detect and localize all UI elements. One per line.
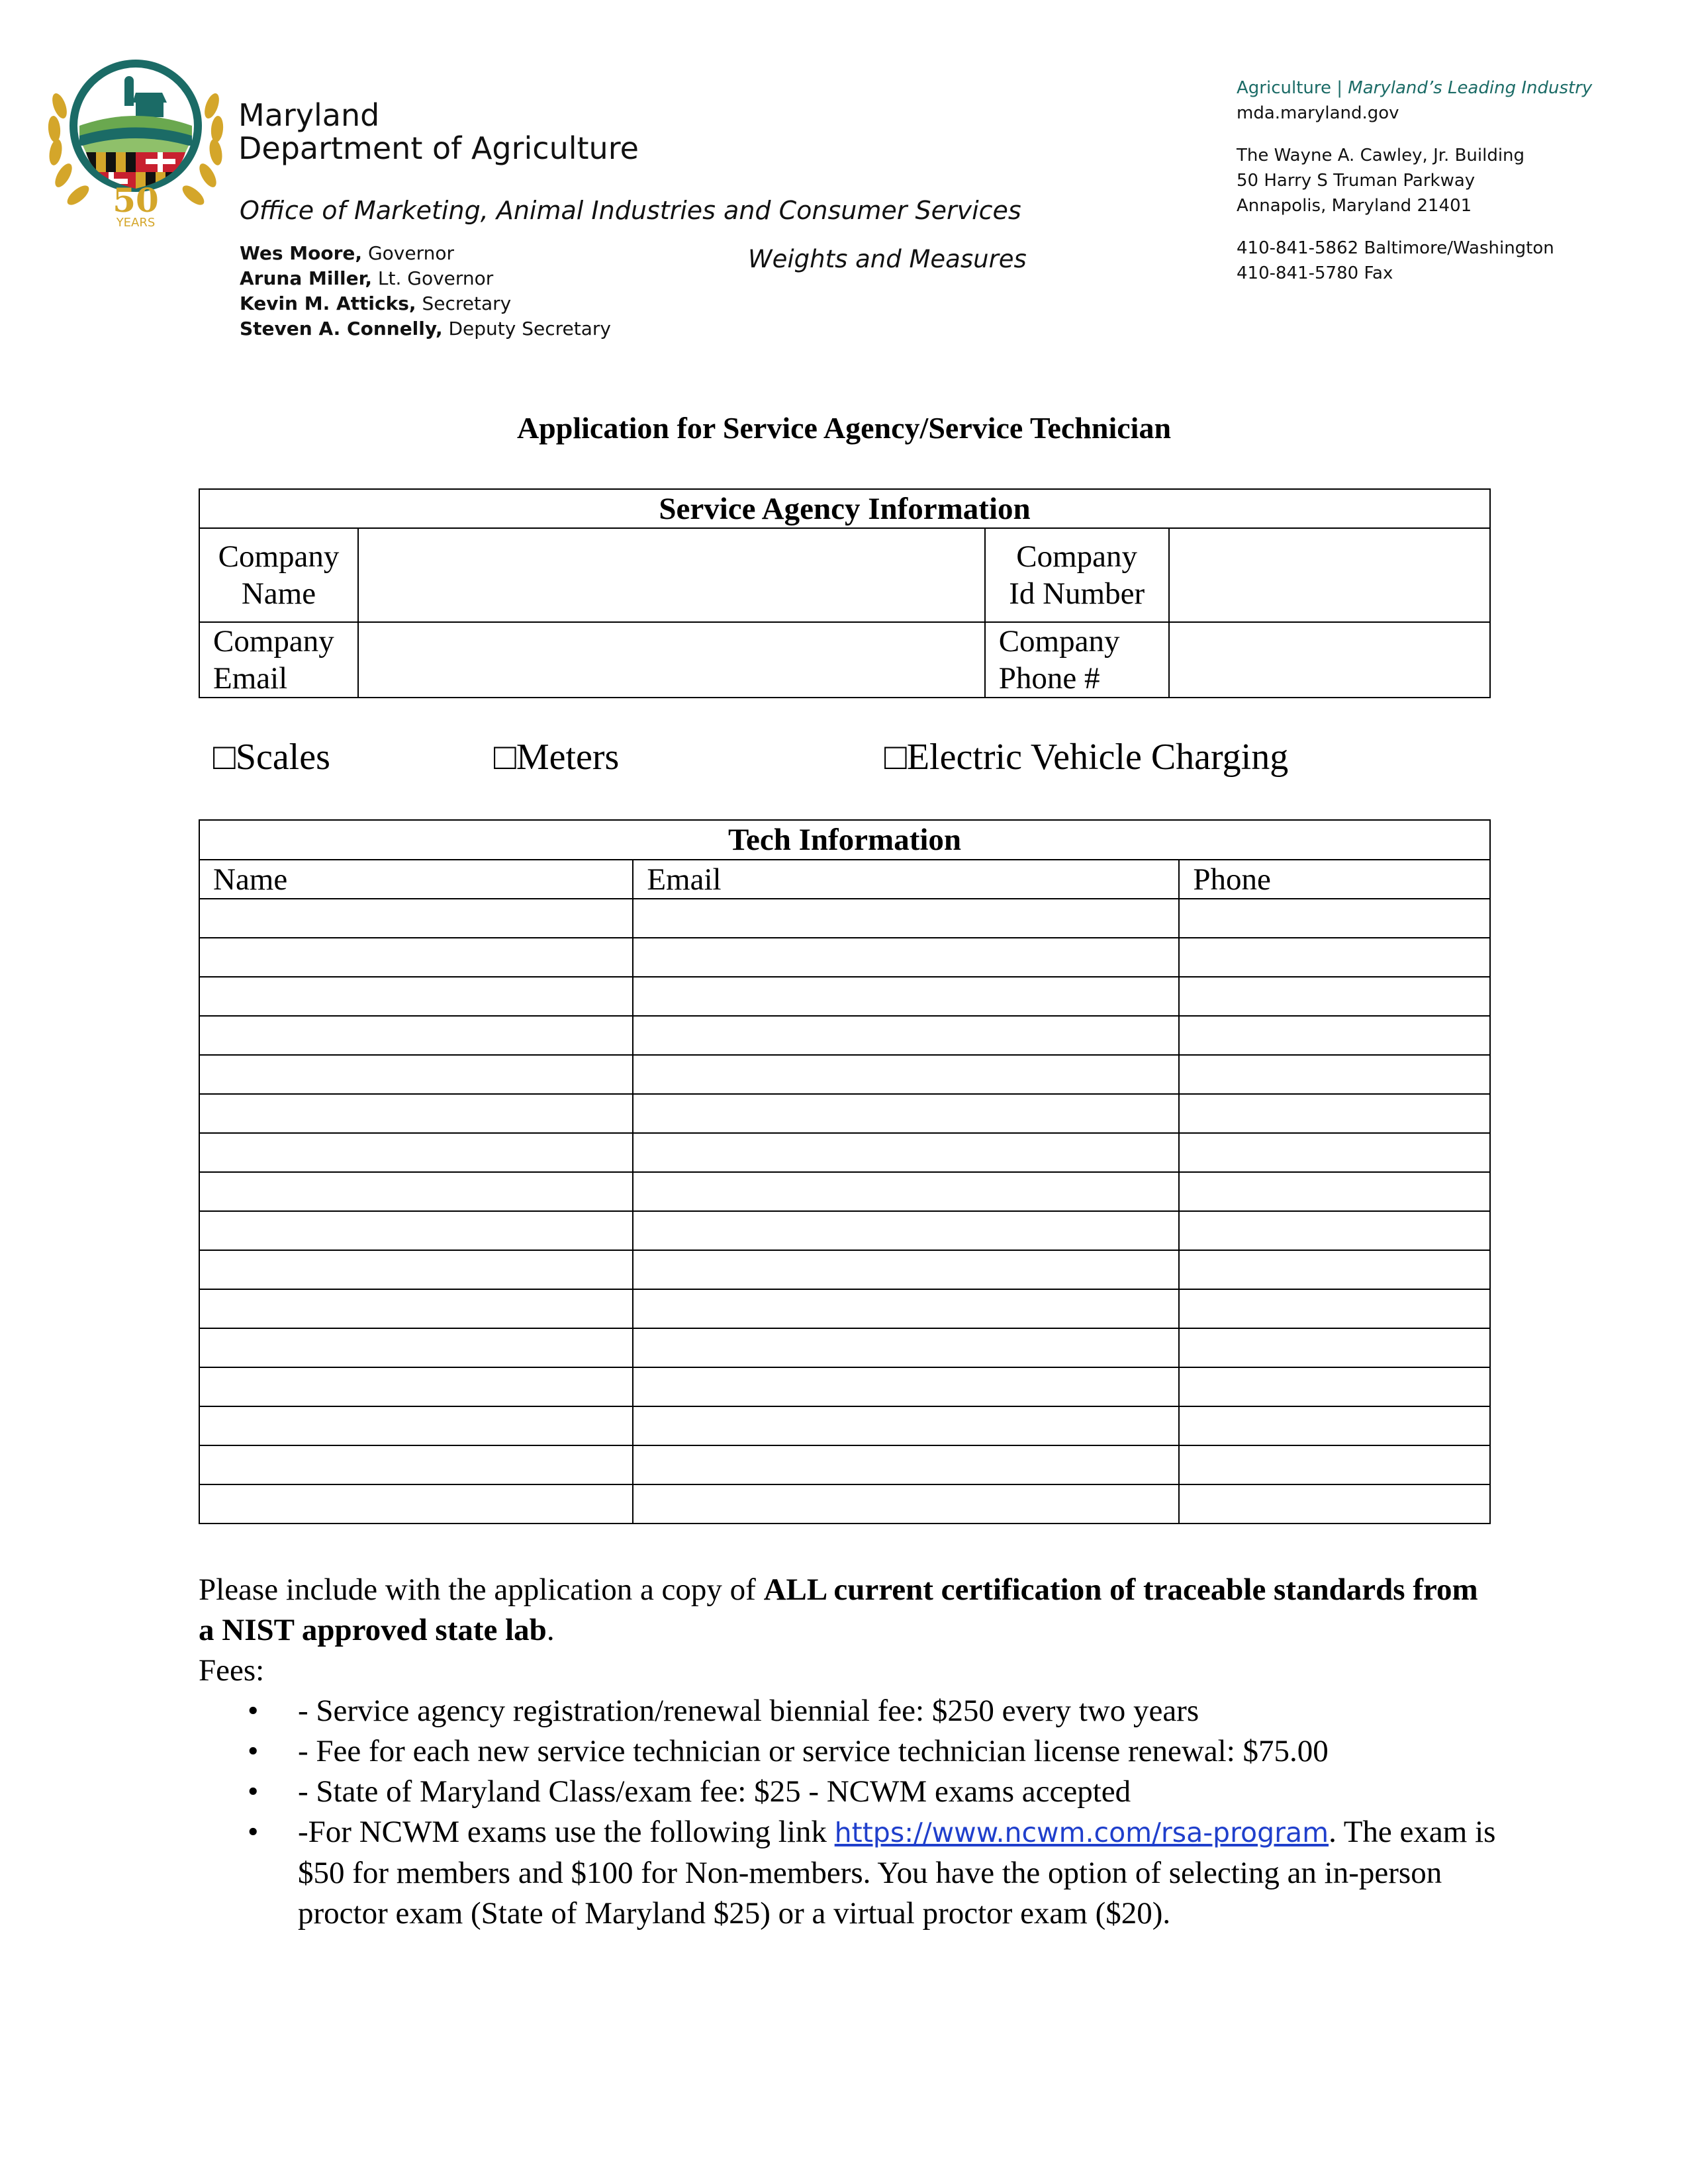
tech-name-cell[interactable] xyxy=(199,1484,633,1524)
company-name-label: Company Name xyxy=(199,528,358,622)
list-item: • -For NCWM exams use the following link https://www.ncwm.com/rsa-program. The exam is $50 for members and $100 for Non-members. You have the option of selecting an in-person proctor exam (State of Maryland $25) or a virtual proctor exam ($20). xyxy=(199,1812,1496,1934)
tech-email-cell[interactable] xyxy=(633,1055,1179,1094)
tech-phone-cell[interactable] xyxy=(1179,938,1490,977)
table-row xyxy=(199,899,1490,938)
official-secretary xyxy=(240,291,611,316)
tech-name-cell[interactable] xyxy=(199,1172,633,1211)
tech-email-cell[interactable] xyxy=(633,1211,1179,1250)
tech-name-cell[interactable] xyxy=(199,1133,633,1172)
phone-number: 410-841-5862 Baltimore/Washington xyxy=(1237,238,1554,258)
tech-name-cell[interactable] xyxy=(199,899,633,938)
official-name: Kevin M. Atticks, xyxy=(240,293,416,314)
table-row xyxy=(199,1250,1490,1289)
tech-phone-cell[interactable] xyxy=(1179,899,1490,938)
checkbox-icon[interactable]: □ xyxy=(213,737,236,778)
checkbox-icon[interactable]: □ xyxy=(494,737,516,778)
tech-phone-cell[interactable] xyxy=(1179,977,1490,1016)
tech-phone-cell[interactable] xyxy=(1179,1484,1490,1524)
tagline-right: Maryland’s Leading Industry xyxy=(1348,78,1593,98)
company-email-field[interactable] xyxy=(358,622,985,698)
tech-phone-cell[interactable] xyxy=(1179,1406,1490,1445)
tech-name-cell[interactable] xyxy=(199,1094,633,1133)
mda-50-years-seal xyxy=(40,53,232,232)
list-item: • - State of Maryland Class/exam fee: $25 - NCWM exams accepted xyxy=(199,1772,1496,1812)
tech-email-cell[interactable] xyxy=(633,1133,1179,1172)
fees-label: Fees: xyxy=(199,1653,265,1688)
tech-rows xyxy=(199,899,1490,1524)
table-row xyxy=(199,977,1490,1016)
tech-name-cell[interactable] xyxy=(199,1055,633,1094)
tech-table-heading: Tech Information xyxy=(199,820,1490,860)
tech-name-cell[interactable] xyxy=(199,1445,633,1484)
address-building: The Wayne A. Cawley, Jr. Building xyxy=(1237,146,1525,165)
table-row xyxy=(199,1055,1490,1094)
tech-email-cell[interactable] xyxy=(633,1250,1179,1289)
column-header-name: Name xyxy=(199,860,633,899)
company-name-field[interactable] xyxy=(358,528,985,622)
tech-name-cell[interactable] xyxy=(199,938,633,977)
service-agency-table xyxy=(199,488,1491,698)
org-name xyxy=(238,99,639,165)
table-row xyxy=(199,1016,1490,1055)
tech-email-cell[interactable] xyxy=(633,1484,1179,1524)
company-email-label: Company Email xyxy=(199,622,358,698)
ev-charging-option[interactable] xyxy=(884,736,1288,778)
scales-option[interactable] xyxy=(213,736,330,778)
tech-email-cell[interactable] xyxy=(633,1445,1179,1484)
agency-table-heading: Service Agency Information xyxy=(199,489,1490,528)
list-item: • - Fee for each new service technician or service technician license renewal: $75.00 xyxy=(199,1731,1496,1772)
tech-phone-cell[interactable] xyxy=(1179,1445,1490,1484)
tagline-left: Agriculture xyxy=(1237,78,1331,98)
certification-note: Please include with the application a copy of ALL current certification of traceable standards from a NIST approved state lab. xyxy=(199,1572,1478,1647)
column-header-email: Email xyxy=(633,860,1179,899)
ncwm-exam-link[interactable]: https://www.ncwm.com/rsa-program xyxy=(834,1817,1329,1848)
tech-phone-cell[interactable] xyxy=(1179,1172,1490,1211)
svg-text:50: 50 xyxy=(113,181,159,220)
list-item: • - Service agency registration/renewal biennial fee: $250 every two years xyxy=(199,1691,1496,1731)
tech-name-cell[interactable] xyxy=(199,1406,633,1445)
tech-name-cell[interactable] xyxy=(199,977,633,1016)
table-row xyxy=(199,1133,1490,1172)
table-row xyxy=(199,1172,1490,1211)
official-lt-governor xyxy=(240,266,611,291)
official-name: Steven A. Connelly, xyxy=(240,318,443,340)
instructions-section xyxy=(199,1570,1496,1934)
bullet-icon: • xyxy=(248,1774,259,1809)
bullet-icon: • xyxy=(248,1815,259,1849)
officials-list xyxy=(240,241,611,341)
certification-emphasis: ALL current certification of traceable standards from a NIST approved state lab xyxy=(199,1572,1478,1647)
office-name: Office of Marketing, Animal Industries and Consumer Services xyxy=(240,196,1021,225)
tech-phone-cell[interactable] xyxy=(1179,1289,1490,1328)
company-id-label: Company Id Number xyxy=(985,528,1169,622)
company-id-field[interactable] xyxy=(1169,528,1490,622)
tech-name-cell[interactable] xyxy=(199,1289,633,1328)
tech-phone-cell[interactable] xyxy=(1179,1055,1490,1094)
tech-phone-cell[interactable] xyxy=(1179,1211,1490,1250)
table-row xyxy=(199,1445,1490,1484)
company-phone-label: Company Phone # xyxy=(985,622,1169,698)
tech-phone-cell[interactable] xyxy=(1179,1094,1490,1133)
tech-information-table xyxy=(199,819,1491,1524)
tech-email-cell[interactable] xyxy=(633,899,1179,938)
table-row xyxy=(199,938,1490,977)
bullet-icon: • xyxy=(248,1694,259,1728)
fees-list xyxy=(199,1691,1496,1934)
scales-label: Scales xyxy=(235,737,330,778)
tech-phone-cell[interactable] xyxy=(1179,1328,1490,1367)
tagline xyxy=(1237,75,1592,101)
address-city: Annapolis, Maryland 21401 xyxy=(1237,196,1472,216)
tech-phone-cell[interactable] xyxy=(1179,1367,1490,1406)
bullet-icon: • xyxy=(248,1734,259,1768)
seal-icon xyxy=(40,53,232,232)
tech-email-cell[interactable] xyxy=(633,1172,1179,1211)
table-row xyxy=(199,1289,1490,1328)
tech-name-cell[interactable] xyxy=(199,1328,633,1367)
official-deputy-secretary xyxy=(240,316,611,341)
form-title: Application for Service Agency/Service Technician xyxy=(516,411,1172,445)
column-header-phone: Phone xyxy=(1179,860,1490,899)
meters-label: Meters xyxy=(516,737,620,778)
official-title: Lt. Governor xyxy=(377,267,494,289)
org-name-line1: Maryland xyxy=(238,97,380,133)
official-title: Secretary xyxy=(422,293,512,314)
svg-text:YEARS: YEARS xyxy=(116,216,156,230)
table-row xyxy=(199,1328,1490,1367)
official-title: Deputy Secretary xyxy=(448,318,611,340)
tech-email-cell[interactable] xyxy=(633,977,1179,1016)
tech-name-cell[interactable] xyxy=(199,1211,633,1250)
tech-phone-cell[interactable] xyxy=(1179,1016,1490,1055)
website: mda.maryland.gov xyxy=(1237,103,1399,123)
table-row xyxy=(199,1367,1490,1406)
tech-email-cell[interactable] xyxy=(633,1016,1179,1055)
tech-email-cell[interactable] xyxy=(633,1367,1179,1406)
tech-email-cell[interactable] xyxy=(633,1406,1179,1445)
table-row xyxy=(199,1406,1490,1445)
tech-email-cell[interactable] xyxy=(633,938,1179,977)
tech-email-cell[interactable] xyxy=(633,1289,1179,1328)
table-row xyxy=(199,1094,1490,1133)
checkbox-icon[interactable]: □ xyxy=(884,737,907,778)
company-phone-field[interactable] xyxy=(1169,622,1490,698)
tech-email-cell[interactable] xyxy=(633,1094,1179,1133)
tech-name-cell[interactable] xyxy=(199,1250,633,1289)
official-name: Wes Moore, xyxy=(240,242,363,264)
tech-phone-cell[interactable] xyxy=(1179,1133,1490,1172)
official-governor xyxy=(240,241,611,266)
ev-charging-label: Electric Vehicle Charging xyxy=(906,737,1289,778)
contact-block xyxy=(1237,75,1592,286)
official-title: Governor xyxy=(367,242,455,264)
tagline-separator: | xyxy=(1336,78,1343,98)
address-street: 50 Harry S Truman Parkway xyxy=(1237,171,1476,191)
division-name: Weights and Measures xyxy=(748,245,1027,273)
meters-option[interactable] xyxy=(494,736,619,778)
tech-name-cell[interactable] xyxy=(199,1367,633,1406)
fax-number: 410-841-5780 Fax xyxy=(1237,263,1393,283)
tech-email-cell[interactable] xyxy=(633,1328,1179,1367)
org-name-line2: Department of Agriculture xyxy=(238,130,639,166)
tech-phone-cell[interactable] xyxy=(1179,1250,1490,1289)
table-row xyxy=(199,1484,1490,1524)
table-row xyxy=(199,1211,1490,1250)
official-name: Aruna Miller, xyxy=(240,267,372,289)
tech-name-cell[interactable] xyxy=(199,1016,633,1055)
